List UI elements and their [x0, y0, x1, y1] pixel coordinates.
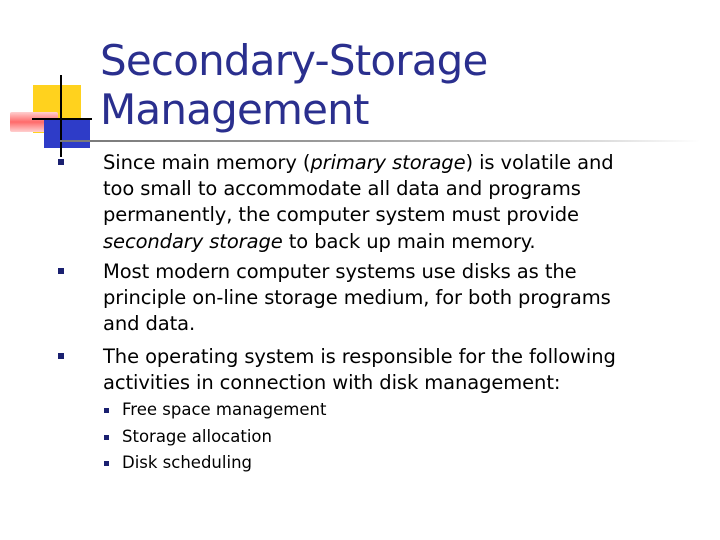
bullet-line: too small to accommodate all data and programs: [103, 177, 581, 200]
bullet-marker: [58, 353, 64, 359]
title-underline-rule: [60, 140, 700, 142]
sub-bullet-marker: [104, 435, 109, 440]
bullet-line: [103, 150, 614, 176]
bullet-line: Most modern computer systems use disks as the: [103, 260, 577, 283]
italic-run: secondary storage: [103, 230, 283, 253]
text-run: to back up main memory.: [282, 230, 536, 253]
bullet-line: activities in connection with disk management:: [103, 371, 561, 394]
bullet-marker: [58, 268, 64, 274]
title-line-2: Management: [100, 85, 369, 134]
decorative-vertical-line: [60, 75, 62, 157]
title-line-1: Secondary-Storage: [100, 36, 488, 85]
sub-bullet-marker: [104, 408, 109, 413]
bullet-line: permanently, the computer system must provide: [103, 203, 579, 226]
sub-bullet-marker: [104, 461, 109, 466]
bullet-line: The operating system is responsible for the following: [103, 345, 616, 368]
decorative-blue-square: [44, 118, 90, 148]
sub-bullet-text: Storage allocation: [122, 427, 272, 446]
bullet-line: and data.: [103, 312, 196, 335]
decorative-horizontal-line: [32, 118, 92, 120]
text-run: Since main memory (: [103, 151, 311, 174]
bullet-line: principle on-line storage medium, for both programs: [103, 286, 611, 309]
text-run: ) is volatile and: [465, 151, 614, 174]
bullet-line: [103, 229, 536, 255]
italic-run: primary storage: [310, 151, 466, 174]
slide-title: [100, 36, 488, 134]
bullet-marker: [58, 159, 64, 165]
sub-bullet-text: Disk scheduling: [122, 453, 252, 472]
sub-bullet-text: Free space management: [122, 400, 327, 419]
